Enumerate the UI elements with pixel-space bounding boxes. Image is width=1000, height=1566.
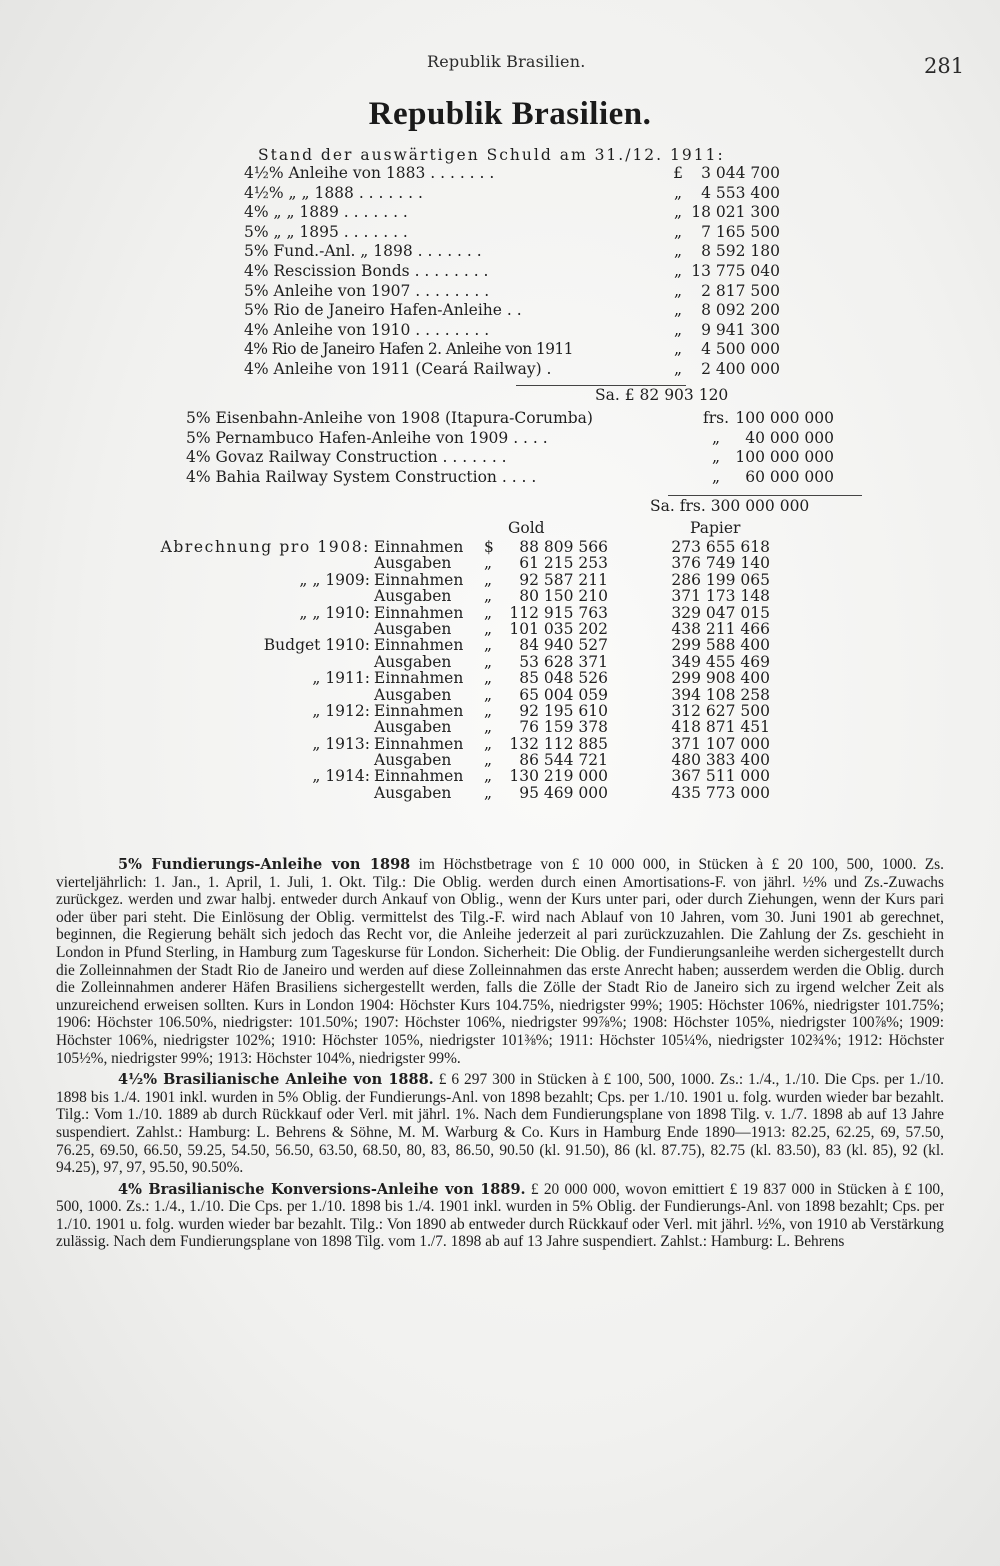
loan-amount: 13 775 040 [691, 261, 780, 280]
currency-mark: $ [484, 538, 494, 556]
loan-description: 5% Eisenbahn-Anleihe von 1908 (Itapura-Corumba) [186, 409, 593, 427]
table-row [186, 429, 836, 449]
table-row [244, 184, 784, 204]
loan-description: 4½% Anleihe von 1883 . . . . . . . [244, 164, 495, 182]
gold-amount: 88 809 566 [519, 538, 608, 556]
gold-amount: 80 150 210 [519, 587, 608, 606]
currency-mark: „ [711, 428, 721, 447]
loan-amount: 8 092 200 [701, 301, 780, 320]
table-row [120, 752, 800, 768]
table-row [120, 572, 800, 588]
gold-amount: 92 587 211 [519, 570, 608, 589]
table-row [120, 719, 800, 735]
loan-description: 5% „ „ 1895 . . . . . . . [244, 222, 408, 241]
currency-mark: „ [484, 767, 493, 786]
table-row [186, 468, 836, 488]
page-number: 281 [924, 54, 965, 78]
sterling-total-amount: 82 903 120 [639, 386, 729, 404]
paragraph-text: im Höchstbetrage von £ 10 000 000, in Stücken à £ 20 100, 500, 1000. Zs. vierteljährlich: 1. Jan., 1. April, 1. Juli, 1. Okt. Tilg.: Die Oblig. werden durch einen Amortisations-F. von jährl. ½% und Zs.-Zuwachs zurückgez. werden und zwar halbj. entweder durch Ankauf von Oblig., wenn der Kurs unter pari, oder durch Ziehungen, wenn der Kurs pari oder über pari steht. Die Einlösung der Oblig. vermittelst des Tilg.-F. wird nach Ablauf von 10 Jahren, vom 30. Juni 1901 ab gerechnet, beginnen, die Regierung behält sich jedoch das Recht vor, die Anleihe jederzeit al pari zurückzuzahlen. Die Zahlung der Zs. geschieht in London in Pfund Sterling, in Hamburg zum Tageskurse für London. Sicherheit: Die Oblig. der Fundierungsanleihe werden sichergestellt durch die Zolleinnahmen der Stadt Rio de Janeiro und werden auf diese Zolleinnahmen das erste Anrecht haben; ausserdem werden die Oblig. durch die Zolleinnahmen anderer Häfen Brasiliens sichergestellt werden, falls die Zölle der Stadt Rio de Janeiro sich zu irgend welcher Zeit als unzureichend erweisen sollten. Kurs in London 1904: Höchster Kurs 104.75%, niedrigster 99%; 1905: Höchster 106%, niedrigster 101.75%; 1906: Höchster 106.50%, niedrigster: 101.50%; 1907: Höchster 106%, niedrigster 99⅞%; 1908: Höchster 105%, niedrigster 100⅞%; 1909: Höchster 106%, niedrigster 102%; 1910: Höchster 105%, niedrigster 101⅜%; 1911: Höchster 105¼%, niedrigster 102¾%; 1912: Höchster 105½%, niedrigster 99%; 1913: Höchster 104%, niedrigster 99%. [56, 856, 944, 1067]
page-title: Republik Brasilien. [368, 96, 652, 132]
papier-amount: 329 047 015 [671, 603, 770, 622]
column-header-papier: Papier [690, 519, 741, 537]
currency-mark: „ [484, 718, 493, 737]
gold-amount: 65 004 059 [519, 685, 608, 704]
loan-description: 4% „ „ 1889 . . . . . . . [244, 203, 408, 222]
row-label: „ 1914: [312, 767, 370, 786]
table-row [244, 242, 784, 262]
sterling-total-row [595, 386, 728, 404]
loan-amount: 4 500 000 [701, 340, 780, 359]
papier-amount: 435 773 000 [671, 783, 770, 802]
row-label: „ 1913: [312, 734, 370, 753]
loan-description: 5% Pernambuco Hafen-Anleihe von 1909 . . . . [186, 428, 548, 447]
currency-mark: „ [484, 685, 493, 704]
currency-mark: „ [484, 669, 493, 688]
paragraph-lead: 5% Fundierungs-Anleihe von 1898 [118, 856, 411, 873]
currency-mark: „ [673, 261, 683, 280]
sum-label: Sa. [595, 386, 620, 404]
currency-mark: „ [484, 636, 493, 655]
currency-mark: „ [484, 701, 493, 720]
row-label: Abrechnung pro 1908: [160, 538, 370, 556]
loan-amount: 60 000 000 [745, 467, 834, 486]
currency-mark: „ [484, 652, 493, 671]
loan-amount: 18 021 300 [691, 203, 780, 222]
table-row [244, 203, 784, 223]
loan-description: 4% Anleihe von 1911 (Ceará Railway) . [244, 359, 552, 378]
gold-amount: 112 915 763 [509, 603, 608, 622]
sum-divider [668, 495, 862, 496]
currency-mark: „ [673, 340, 683, 359]
table-row [120, 670, 800, 686]
currency-mark: frs. [702, 409, 730, 427]
accounts-rows [120, 539, 800, 801]
table-row [120, 703, 800, 719]
loan-amount: 3 044 700 [701, 164, 780, 182]
row-label: Budget 1910: [263, 636, 370, 655]
row-label: „ „ 1909: [299, 570, 370, 589]
currency-mark: „ [484, 554, 493, 573]
loan-description: 4% Rio de Janeiro Hafen 2. Anleihe von 1911 [244, 340, 573, 359]
papier-amount: 286 199 065 [671, 570, 770, 589]
table-row [244, 164, 784, 184]
table-row [244, 360, 784, 380]
papier-amount: 376 749 140 [671, 554, 770, 573]
table-row [120, 621, 800, 637]
row-kind: Ausgaben [374, 685, 452, 704]
row-kind: Einnahmen [374, 734, 464, 753]
papier-amount: 480 383 400 [671, 751, 770, 770]
loan-description: 5% Anleihe von 1907 . . . . . . . . [244, 281, 490, 300]
loan-description: 4½% „ „ 1888 . . . . . . . [244, 183, 423, 202]
currency-mark: „ [673, 183, 683, 202]
row-kind: Ausgaben [374, 619, 452, 638]
loan-description: 5% Fund.-Anl. „ 1898 . . . . . . . [244, 242, 482, 261]
papier-amount: 371 173 148 [671, 587, 770, 606]
currency-mark: £ [673, 164, 683, 182]
loan-amount: 9 941 300 [701, 320, 780, 339]
gold-amount: 53 628 371 [519, 652, 608, 671]
row-kind: Einnahmen [374, 570, 464, 589]
gold-amount: 130 219 000 [509, 767, 608, 786]
currency-mark: „ [484, 783, 493, 802]
currency-mark: „ [673, 222, 683, 241]
currency-mark: „ [711, 448, 721, 467]
loan-description-paragraphs [56, 856, 944, 1251]
papier-amount: 349 455 469 [671, 652, 770, 671]
currency-mark: „ [711, 467, 721, 486]
paragraph-text: £ 6 297 300 in Stücken à £ 100, 500, 1000. Zs.: 1./4., 1./10. Die Cps. per 1./10. 1898 bis 1./4. 1901 inkl. wurden in 5% Oblig. der Fundierungs-Anl. von 1898 bezahlt; Cps. per 1./10. 1901 u. folg. wurden wieder bar bezahlt. Tilg.: Vom 1./10. 1889 ab durch Rückkauf oder Verl. mit jährl. 1%. Nach dem Fundierungsplane von 1898 Tilg. v. 1./7. 1898 ab auf 13 Jahre suspendiert. Zahlst.: Hamburg: L. Behrens & Söhne, M. M. Warburg & Co. Kurs in Hamburg Ende 1890—1913: 82.25, 62.25, 69, 57.50, 76.25, 69.50, 66.50, 59.25, 54.50, 56.50, 63.50, 68.50, 80, 83, 86.50, 90.50 (kl. 91.50), 86 (kl. 87.75), 82.75 (kl. 83.50), 83 (kl. 85), 92 (kl. 94.25), 97, 97, 95.50, 90.50%. [56, 1071, 944, 1177]
papier-amount: 438 211 466 [671, 619, 770, 638]
currency-mark: „ [673, 281, 683, 300]
table-row [244, 262, 784, 282]
table-header-row [120, 520, 800, 536]
currency-mark: „ [484, 619, 493, 638]
loan-amount: 2 817 500 [701, 281, 780, 300]
debt-subhead: Stand der auswärtigen Schuld am 31./12. 1911: [258, 146, 725, 164]
table-row [244, 223, 784, 243]
gold-amount: 84 940 527 [519, 636, 608, 655]
table-row [244, 340, 784, 360]
table-row [244, 282, 784, 302]
loan-description: 4% Anleihe von 1910 . . . . . . . . [244, 320, 490, 339]
table-row [120, 605, 800, 621]
gold-amount: 76 159 378 [519, 718, 608, 737]
row-kind: Einnahmen [374, 701, 464, 720]
franc-loans-table [186, 409, 836, 487]
currency-mark: £ [624, 386, 635, 404]
papier-amount: 273 655 618 [671, 538, 770, 556]
row-kind: Einnahmen [374, 767, 464, 786]
table-row [244, 321, 784, 341]
loan-description: 4% Govaz Railway Construction . . . . . . . [186, 448, 507, 467]
currency-mark: „ [484, 570, 493, 589]
papier-amount: 312 627 500 [671, 701, 770, 720]
gold-amount: 92 195 610 [519, 701, 608, 720]
currency-mark: „ [673, 320, 683, 339]
currency-mark: „ [673, 242, 683, 261]
sterling-loans-table [244, 164, 784, 380]
paragraph-konversions-anleihe-1889 [56, 1181, 944, 1251]
table-row [120, 539, 800, 555]
accounts-table [120, 520, 800, 536]
papier-amount: 418 871 451 [671, 718, 770, 737]
table-row [120, 687, 800, 703]
currency-mark: „ [673, 359, 683, 378]
gold-amount: 132 112 885 [509, 734, 608, 753]
row-label: „ 1912: [312, 701, 370, 720]
currency-mark: „ [673, 203, 683, 222]
paragraph-anleihe-1888 [56, 1071, 944, 1177]
loan-amount: 2 400 000 [701, 359, 780, 378]
sum-label: Sa. frs. [650, 497, 706, 515]
loan-amount: 100 000 000 [735, 409, 834, 427]
row-kind: Ausgaben [374, 587, 452, 606]
loan-amount: 7 165 500 [701, 222, 780, 241]
gold-amount: 95 469 000 [519, 783, 608, 802]
currency-mark: „ [484, 587, 493, 606]
table-row [186, 409, 836, 429]
currency-mark: „ [484, 603, 493, 622]
row-kind: Ausgaben [374, 554, 452, 573]
gold-amount: 61 215 253 [519, 554, 608, 573]
gold-amount: 85 048 526 [519, 669, 608, 688]
franc-total-row [650, 497, 809, 515]
franc-total-amount: 300 000 000 [710, 497, 810, 515]
column-header-gold: Gold [508, 519, 545, 537]
currency-mark: „ [673, 301, 683, 320]
row-kind: Ausgaben [374, 751, 452, 770]
row-label: „ 1911: [312, 669, 370, 688]
row-kind: Ausgaben [374, 718, 452, 737]
row-kind: Ausgaben [374, 783, 452, 802]
row-label: „ „ 1910: [299, 603, 370, 622]
row-kind: Ausgaben [374, 652, 452, 671]
paragraph-lead: 4½% Brasilianische Anleihe von 1888. [118, 1071, 434, 1089]
papier-amount: 371 107 000 [671, 734, 770, 753]
table-row [244, 301, 784, 321]
loan-amount: 8 592 180 [701, 242, 780, 261]
loan-amount: 100 000 000 [735, 448, 834, 467]
table-row [120, 654, 800, 670]
row-kind: Einnahmen [374, 669, 464, 688]
paragraph-lead: 4% Brasilianische Konversions-Anleihe von 1889. [118, 1180, 526, 1198]
row-kind: Einnahmen [374, 603, 464, 622]
table-row [120, 768, 800, 784]
row-kind: Einnahmen [374, 636, 464, 655]
gold-amount: 86 544 721 [519, 751, 608, 770]
loan-amount: 4 553 400 [701, 183, 780, 202]
table-row [120, 637, 800, 653]
table-row [120, 736, 800, 752]
loan-amount: 40 000 000 [745, 428, 834, 447]
papier-amount: 299 588 400 [671, 636, 770, 655]
table-row [120, 555, 800, 571]
loan-description: 4% Bahia Railway System Construction . . . . [186, 467, 537, 486]
row-kind: Einnahmen [374, 538, 464, 556]
table-row [120, 588, 800, 604]
paragraph-fundierungs-anleihe-1898 [56, 856, 944, 1067]
papier-amount: 299 908 400 [671, 669, 770, 688]
table-row [120, 785, 800, 801]
currency-mark: „ [484, 751, 493, 770]
paragraph-text: £ 20 000 000, wovon emittiert £ 19 837 000 in Stücken à £ 100, 500, 1000. Zs.: 1./4., 1./10. Die Cps. per 1./10. 1898 bis 1./4. 1901 inkl. wurden in 5% Oblig. der Fundierungs-Anl. von 1898 bezahlt; Cps. per 1./10. 1901 u. folg. wurden wieder bar bezahlt. Tilg.: Von 1890 ab entweder durch Rückkauf oder Verl. mit jährl. ½%, von 1910 ab Verstärkung zulässig. Nach dem Fundierungsplane von 1898 Tilg. vom 1./7. 1898 ab auf 13 Jahre suspendiert. Zahlst.: Hamburg: L. Behrens [56, 1180, 944, 1251]
loan-description: 5% Rio de Janeiro Hafen-Anleihe . . [244, 301, 522, 320]
papier-amount: 394 108 258 [671, 685, 770, 704]
running-head: Republik Brasilien. [427, 52, 586, 71]
papier-amount: 367 511 000 [671, 767, 770, 786]
loan-description: 4% Rescission Bonds . . . . . . . . [244, 261, 489, 280]
currency-mark: „ [484, 734, 493, 753]
table-row [186, 448, 836, 468]
gold-amount: 101 035 202 [509, 619, 608, 638]
